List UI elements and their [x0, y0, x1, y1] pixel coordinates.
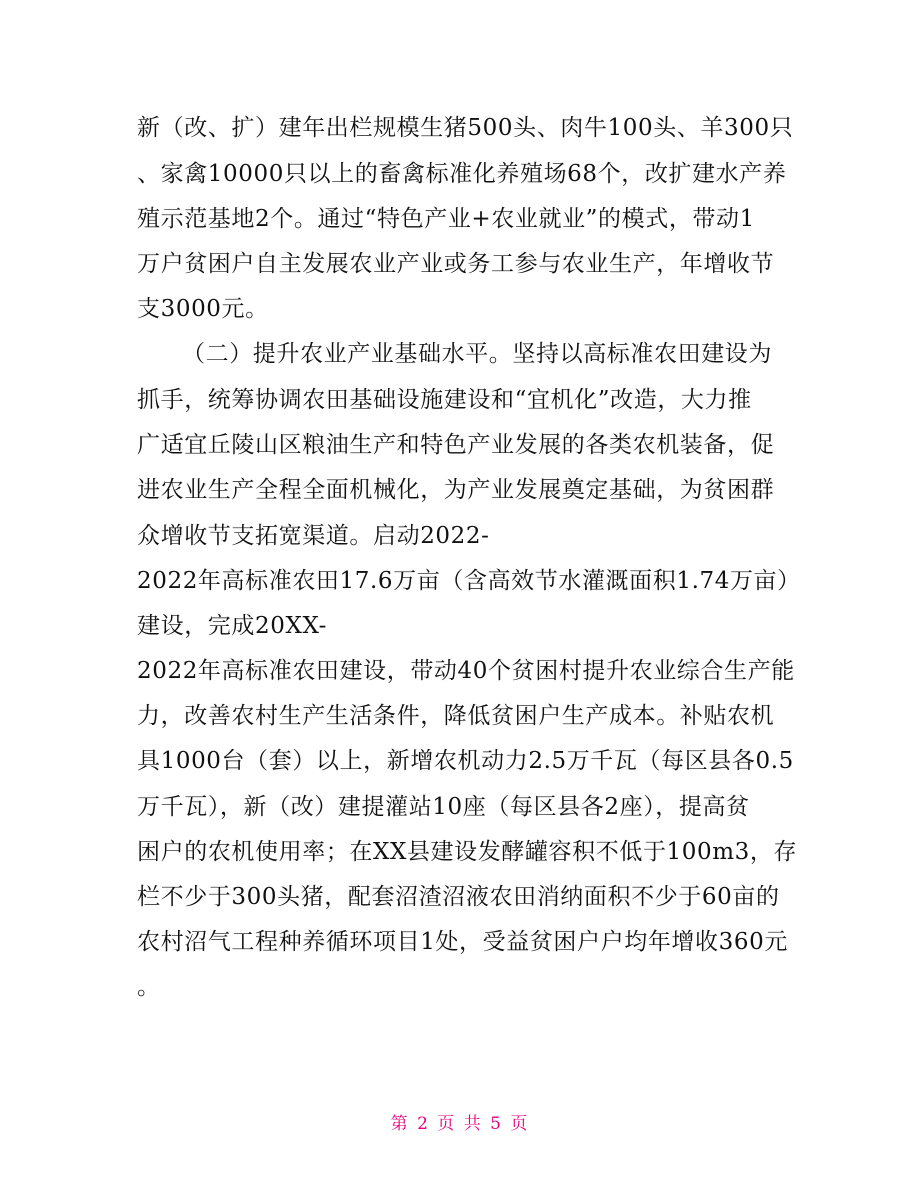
paragraph-line: 广适宜丘陵山区粮油生产和特色产业发展的各类农机装备，促 [137, 432, 775, 458]
paragraph-line: 具1000台（套）以上，新增农机动力2.5万千瓦（每区县各0.5 [137, 748, 794, 774]
paragraph-line: 众增收节支拓宽渠道。启动2022- [137, 523, 490, 549]
paragraph-line: 进农业生产全程全面机械化，为产业发展奠定基础，为贫困群 [137, 477, 775, 503]
paragraph-line: （二）提升农业产业基础水平。坚持以高标准农田建设为 [182, 341, 772, 367]
paragraph-line: 2022年高标准农田建设，带动40个贫困村提升农业综合生产能 [137, 658, 795, 684]
paragraph-line: 殖示范基地2个。通过“特色产业+农业就业”的模式，带动1 [137, 206, 755, 232]
paragraph-line: 力，改善农村生产生活条件，降低贫困户生产成本。补贴农机 [137, 703, 775, 729]
paragraph-line: 万户贫困户自主发展农业产业或务工参与农业生产，年增收节 [137, 251, 775, 277]
page-number-footer: 第 2 页 共 5 页 [390, 1114, 530, 1134]
paragraph-line: 抓手，统筹协调农田基础设施建设和“宜机化”改造，大力推 [137, 387, 752, 413]
paragraph-line: 。 [137, 974, 161, 1000]
paragraph-line: 新（改、扩）建年出栏规模生猪500头、肉牛100头、羊300只 [137, 115, 794, 141]
paragraph-line: 农村沼气工程种养循环项目1处，受益贫困户户均年增收360元 [137, 929, 788, 955]
paragraph-line: 建设，完成20XX- [137, 613, 327, 639]
paragraph-line: 困户的农机使用率；在XX县建设发酵罐容积不低于100m3，存 [137, 839, 798, 865]
paragraph-line: 、家禽10000只以上的畜禽标准化养殖场68个，改扩建水产养 [137, 161, 787, 187]
paragraph-line: 支3000元。 [137, 296, 269, 322]
paragraph-line: 2022年高标准农田17.6万亩（含高效节水灌溉面积1.74万亩） [137, 568, 801, 594]
paragraph-line: 万千瓦），新（改）建提灌站10座（每区县各2座），提高贫 [137, 794, 750, 820]
paragraph-line: 栏不少于300头猪，配套沼渣沼液农田消纳面积不少于60亩的 [137, 884, 780, 910]
